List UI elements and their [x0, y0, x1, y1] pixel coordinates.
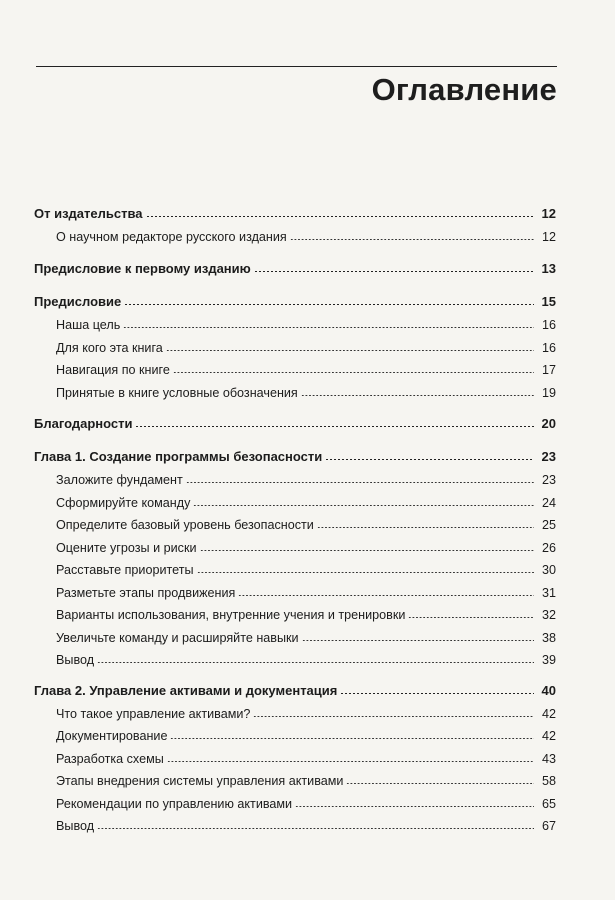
toc-page-number: 12	[541, 206, 556, 221]
toc-page-number: 15	[541, 294, 556, 309]
toc-entry-label: Предисловие к первому изданию	[34, 261, 251, 276]
toc-chapter-entry	[34, 289, 556, 309]
toc-page-number: 26	[541, 541, 556, 555]
toc-page-number: 42	[541, 707, 556, 721]
toc-page-number: 19	[541, 386, 556, 400]
toc-chapter-entry	[34, 411, 556, 431]
toc-chapter-entry	[34, 201, 556, 221]
dot-leader	[408, 617, 534, 618]
toc-page-number: 23	[541, 449, 556, 464]
toc-entry-label: Расставьте приоритеты	[56, 563, 194, 577]
dot-leader	[346, 783, 534, 784]
dot-leader	[302, 640, 534, 641]
toc-entry-label: Глава 2. Управление активами и документация	[34, 683, 338, 698]
toc-chapter-entry	[34, 678, 556, 698]
toc-page-number: 17	[541, 363, 556, 377]
toc-entry-label: Увеличьте команду и расширяйте навыки	[56, 631, 299, 645]
toc-entry-label: Предисловие	[34, 294, 122, 309]
toc-section-entry	[56, 380, 556, 400]
toc-section-entry	[56, 224, 556, 244]
toc-section-entry	[56, 467, 556, 487]
toc-page-number: 58	[541, 774, 556, 788]
toc-entry-label: Вывод	[56, 653, 95, 667]
dot-leader	[290, 239, 534, 240]
dot-leader	[197, 572, 534, 573]
toc-section-entry	[56, 768, 556, 788]
toc-section-entry	[56, 791, 556, 811]
toc-page-number: 16	[541, 341, 556, 355]
toc-section-entry	[56, 357, 556, 377]
toc-page-number: 32	[541, 608, 556, 622]
dot-leader	[167, 761, 534, 762]
dot-leader	[170, 738, 534, 739]
header-rule	[36, 66, 557, 67]
toc-section-entry	[56, 512, 556, 532]
toc-chapter-entry	[34, 444, 556, 464]
dot-leader	[135, 426, 534, 427]
toc-entry-label: Что такое управление активами?	[56, 707, 251, 721]
toc-entry-label: Оцените угрозы и риски	[56, 541, 197, 555]
toc-entry-label: Навигация по книге	[56, 363, 170, 377]
toc-section-entry	[56, 557, 556, 577]
toc-entry-label: Глава 1. Создание программы безопасности	[34, 449, 323, 464]
toc-entry-label: Этапы внедрения системы управления активами	[56, 774, 344, 788]
toc-page-number: 12	[541, 230, 556, 244]
dot-leader	[186, 482, 534, 483]
dot-leader	[173, 372, 534, 373]
toc-entry-label: Варианты использования, внутренние учения и тренировки	[56, 608, 406, 622]
toc-page-number: 20	[541, 416, 556, 431]
toc-section-entry	[56, 723, 556, 743]
dot-leader	[97, 662, 534, 663]
dot-leader	[123, 327, 534, 328]
toc-entry-label: Разметьте этапы продвижения	[56, 586, 236, 600]
toc-page-number: 67	[541, 819, 556, 833]
toc-page-number: 31	[541, 586, 556, 600]
toc-page-number: 65	[541, 797, 556, 811]
toc-section-entry	[56, 746, 556, 766]
dot-leader	[146, 216, 534, 217]
toc-section-entry	[56, 813, 556, 833]
toc-entry-label: Вывод	[56, 819, 95, 833]
toc-section-entry	[56, 335, 556, 355]
toc-entry-label: Рекомендации по управлению активами	[56, 797, 293, 811]
toc-page-number: 38	[541, 631, 556, 645]
toc-page-number: 16	[541, 318, 556, 332]
toc-section-entry	[56, 312, 556, 332]
dot-leader	[325, 459, 534, 460]
toc-page-number: 13	[541, 261, 556, 276]
dot-leader	[317, 527, 534, 528]
toc-entry-label: Принятые в книге условные обозначения	[56, 386, 298, 400]
toc-entry-label: Для кого эта книга	[56, 341, 163, 355]
dot-leader	[253, 716, 534, 717]
toc-entry-label: Разработка схемы	[56, 752, 164, 766]
toc-page-number: 30	[541, 563, 556, 577]
toc-entry-label: Наша цель	[56, 318, 121, 332]
dot-leader	[301, 395, 534, 396]
toc-page-number: 43	[541, 752, 556, 766]
dot-leader	[295, 806, 534, 807]
dot-leader	[97, 828, 534, 829]
dot-leader	[193, 505, 534, 506]
toc-section-entry	[56, 647, 556, 667]
toc-section-entry	[56, 625, 556, 645]
toc-entry-label: Документирование	[56, 729, 168, 743]
toc-page-number: 23	[541, 473, 556, 487]
toc-entry-label: Определите базовый уровень безопасности	[56, 518, 314, 532]
dot-leader	[200, 550, 535, 551]
toc-entry-label: О научном редакторе русского издания	[56, 230, 287, 244]
dot-leader	[254, 271, 534, 272]
toc-entry-label: От издательства	[34, 206, 143, 221]
toc-section-entry	[56, 701, 556, 721]
toc-page-number: 25	[541, 518, 556, 532]
toc-page-number: 24	[541, 496, 556, 510]
toc-chapter-entry	[34, 256, 556, 276]
dot-leader	[166, 350, 534, 351]
toc-page-number: 39	[541, 653, 556, 667]
toc-section-entry	[56, 535, 556, 555]
toc-section-entry	[56, 580, 556, 600]
toc-entry-label: Сформируйте команду	[56, 496, 191, 510]
toc-entry-label: Заложите фундамент	[56, 473, 183, 487]
dot-leader	[340, 693, 534, 694]
dot-leader	[238, 595, 534, 596]
toc-section-entry	[56, 490, 556, 510]
dot-leader	[124, 304, 534, 305]
toc-section-entry	[56, 602, 556, 622]
page-title: Оглавление	[371, 72, 557, 107]
toc-page-number: 40	[541, 683, 556, 698]
toc-entry-label: Благодарности	[34, 416, 133, 431]
toc-page-number: 42	[541, 729, 556, 743]
